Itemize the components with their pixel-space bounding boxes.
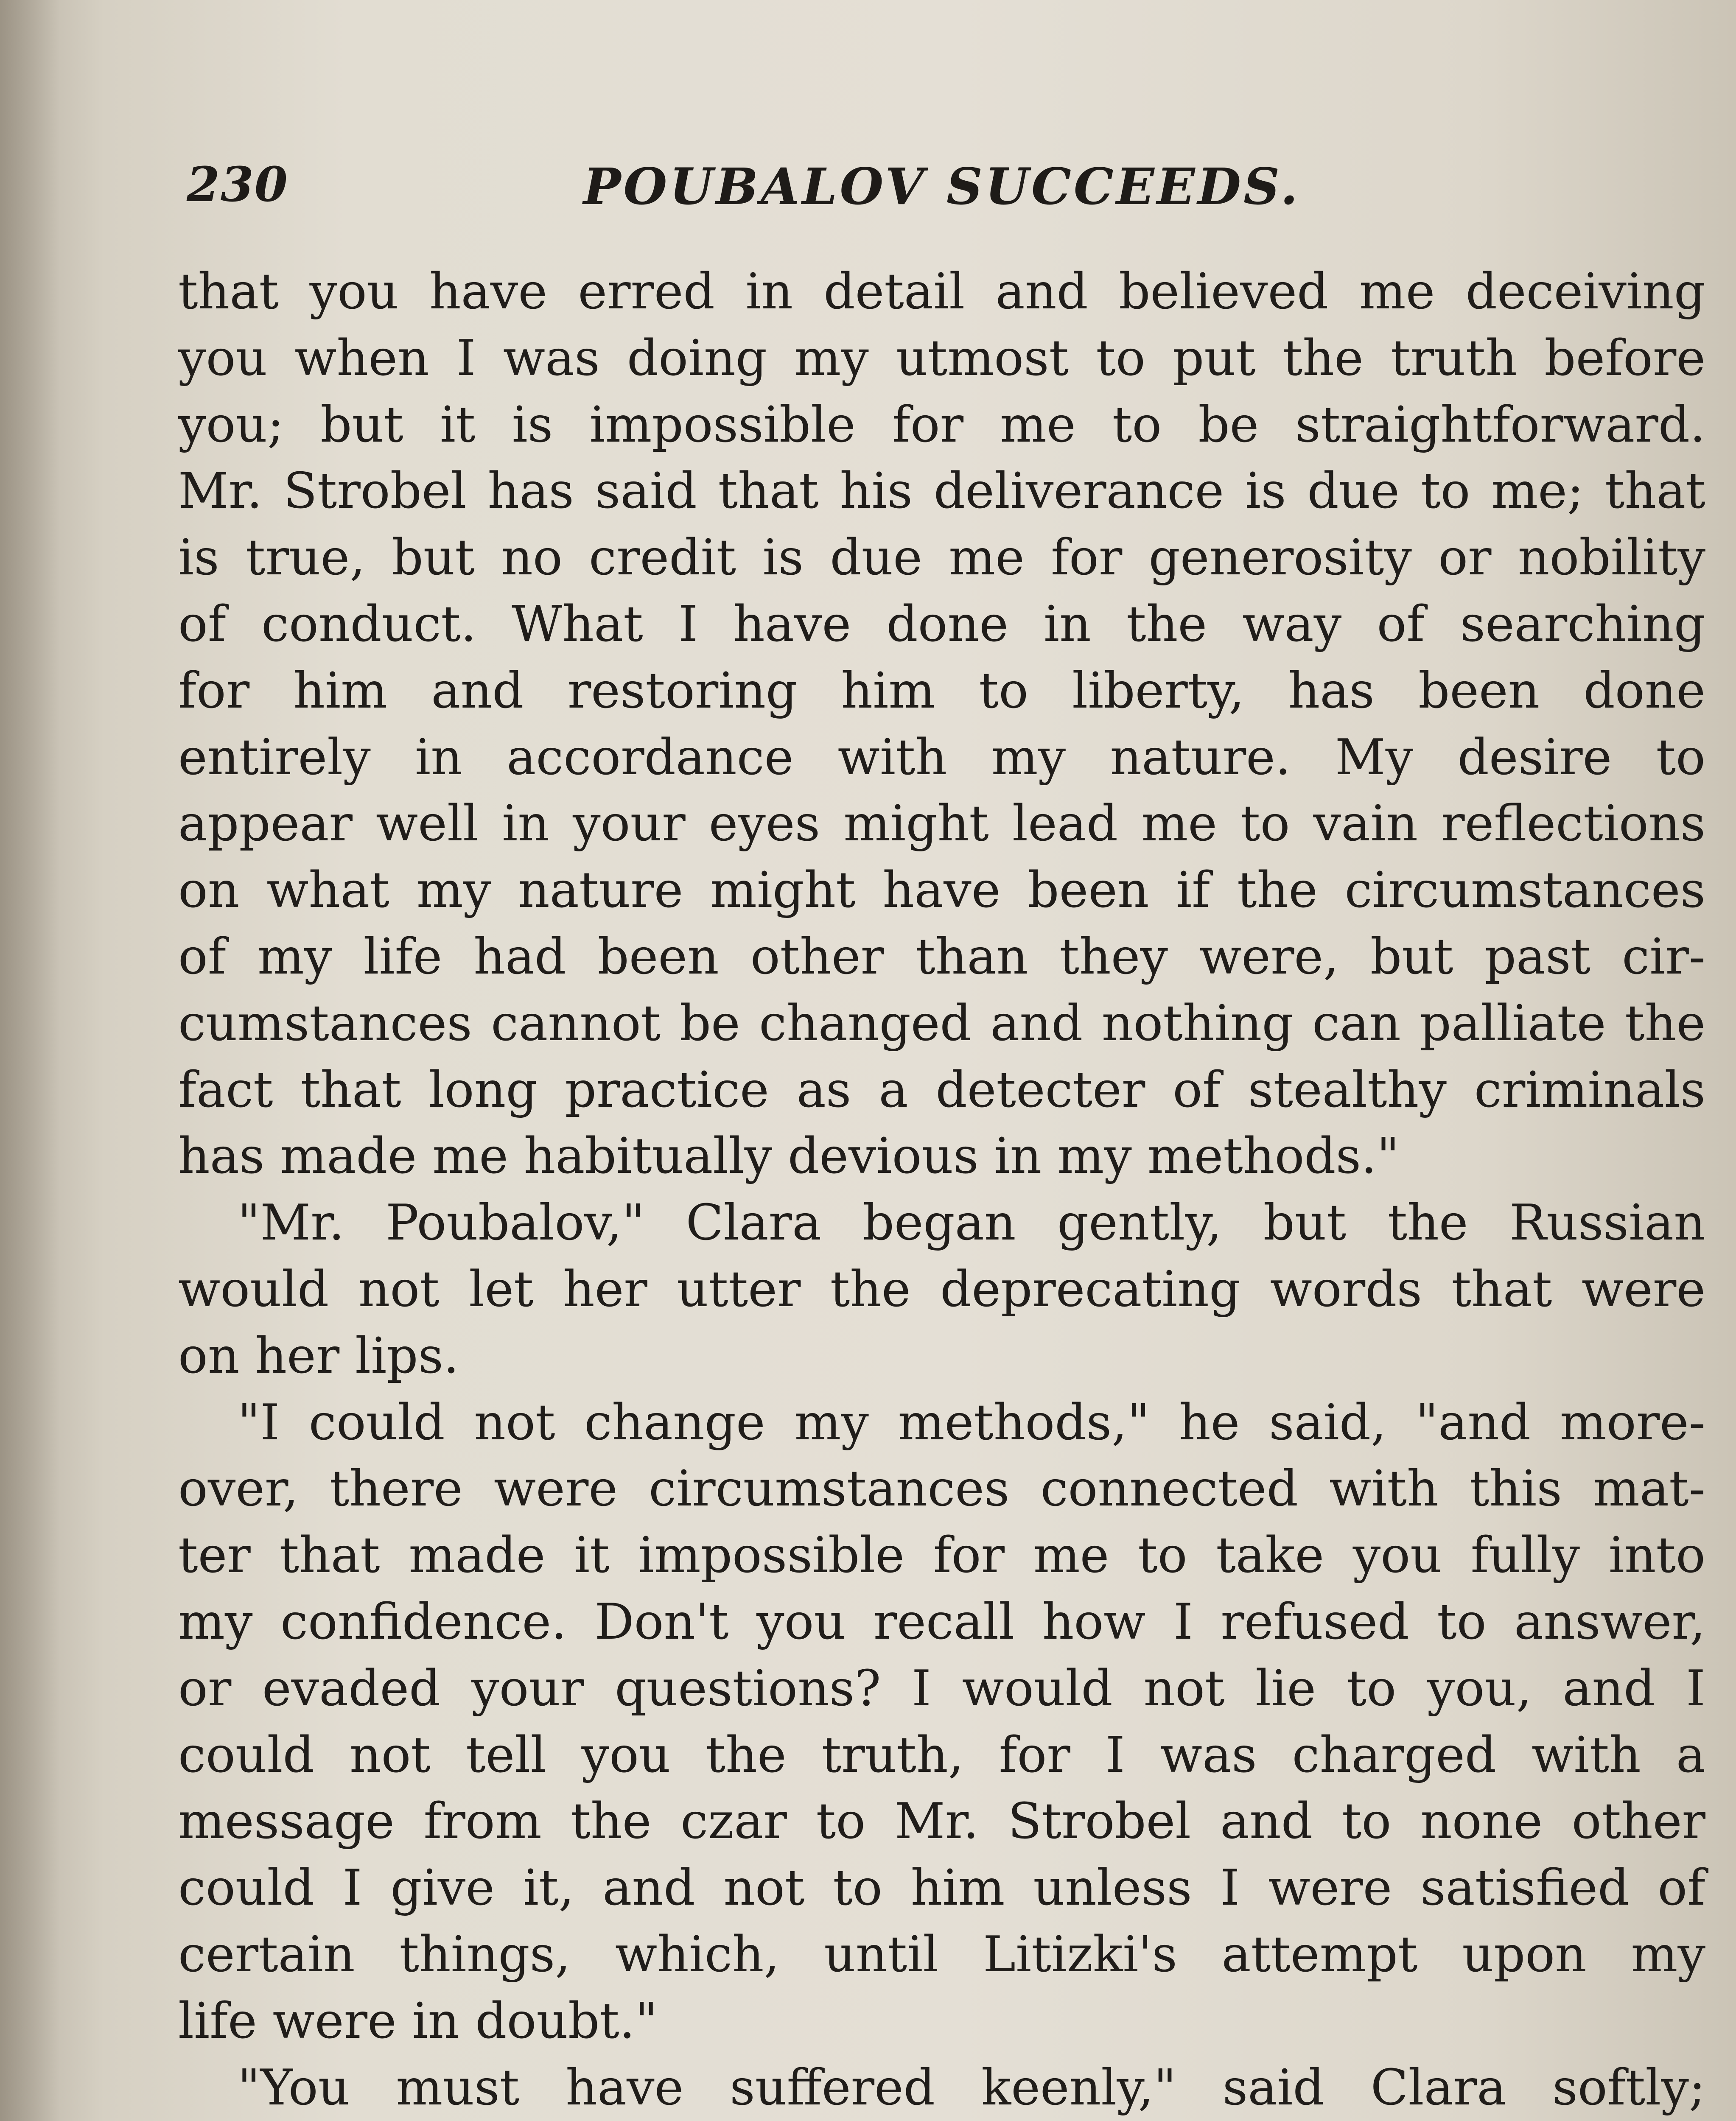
text-line: message from the czar to Mr. Strobel and to none other	[178, 1793, 1705, 1850]
text-line: appear well in your eyes might lead me to vain reflections	[178, 795, 1705, 853]
text-line: certain things, which, until Litizki's attempt upon my	[178, 1925, 1705, 1983]
text-line: on what my nature might have been if the circumstances	[178, 862, 1705, 919]
text-line: life were in doubt."	[178, 1992, 658, 2050]
text-line: "Mr. Poubalov," Clara began gently, but the Russian	[238, 1194, 1705, 1252]
text-line: cumstances cannot be changed and nothing can palliate the	[178, 994, 1705, 1052]
text-line: ter that made it impossible for me to take you fully into	[178, 1527, 1705, 1584]
paragraph	[178, 259, 1705, 1190]
text-line: would not let her utter the deprecating words that were	[178, 1260, 1705, 1318]
text-line: you when I was doing my utmost to put the truth before	[178, 329, 1705, 387]
body-text	[178, 259, 1705, 2121]
text-line: has made me habitually devious in my methods."	[178, 1128, 1400, 1185]
paragraph	[178, 1190, 1705, 1389]
text-line: my confidence. Don't you recall how I refused to answer,	[178, 1593, 1705, 1651]
page-number: 230	[187, 157, 288, 213]
text-line: you; but it is impossible for me to be straightforward.	[178, 396, 1705, 453]
text-line: is true, but no credit is due me for generosity or nobility	[178, 529, 1705, 587]
running-title: POUBALOV SUCCEEDS.	[583, 157, 1301, 216]
text-line: Mr. Strobel has said that his deliverance is due to me; that	[178, 462, 1705, 520]
text-line: on her lips.	[178, 1327, 459, 1385]
paragraph	[178, 1390, 1705, 2055]
text-line: could I give it, and not to him unless I were satisfied of	[178, 1859, 1705, 1917]
text-line: could not tell you the truth, for I was charged with a	[178, 1726, 1705, 1784]
paragraph	[178, 2055, 1705, 2121]
text-line: fact that long practice as a detecter of stealthy criminals	[178, 1061, 1705, 1119]
text-line: "I could not change my methods," he said, "and more-	[238, 1393, 1705, 1451]
text-line: that you have erred in detail and believed me deceiving	[178, 263, 1705, 320]
text-line: entirely in accordance with my nature. My desire to	[178, 728, 1705, 786]
text-line: "You must have suffered keenly," said Clara softly;	[238, 2059, 1705, 2116]
text-line: of my life had been other than they were, but past cir-	[178, 928, 1705, 985]
page-gutter-shadow	[0, 0, 59, 2121]
text-line: for him and restoring him to liberty, has been done	[178, 662, 1705, 719]
text-line: of conduct. What I have done in the way of searching	[178, 595, 1705, 653]
text-line: over, there were circumstances connected with this mat-	[178, 1460, 1705, 1518]
page-header	[187, 144, 1697, 229]
text-line: or evaded your questions? I would not lie to you, and I	[178, 1659, 1705, 1717]
